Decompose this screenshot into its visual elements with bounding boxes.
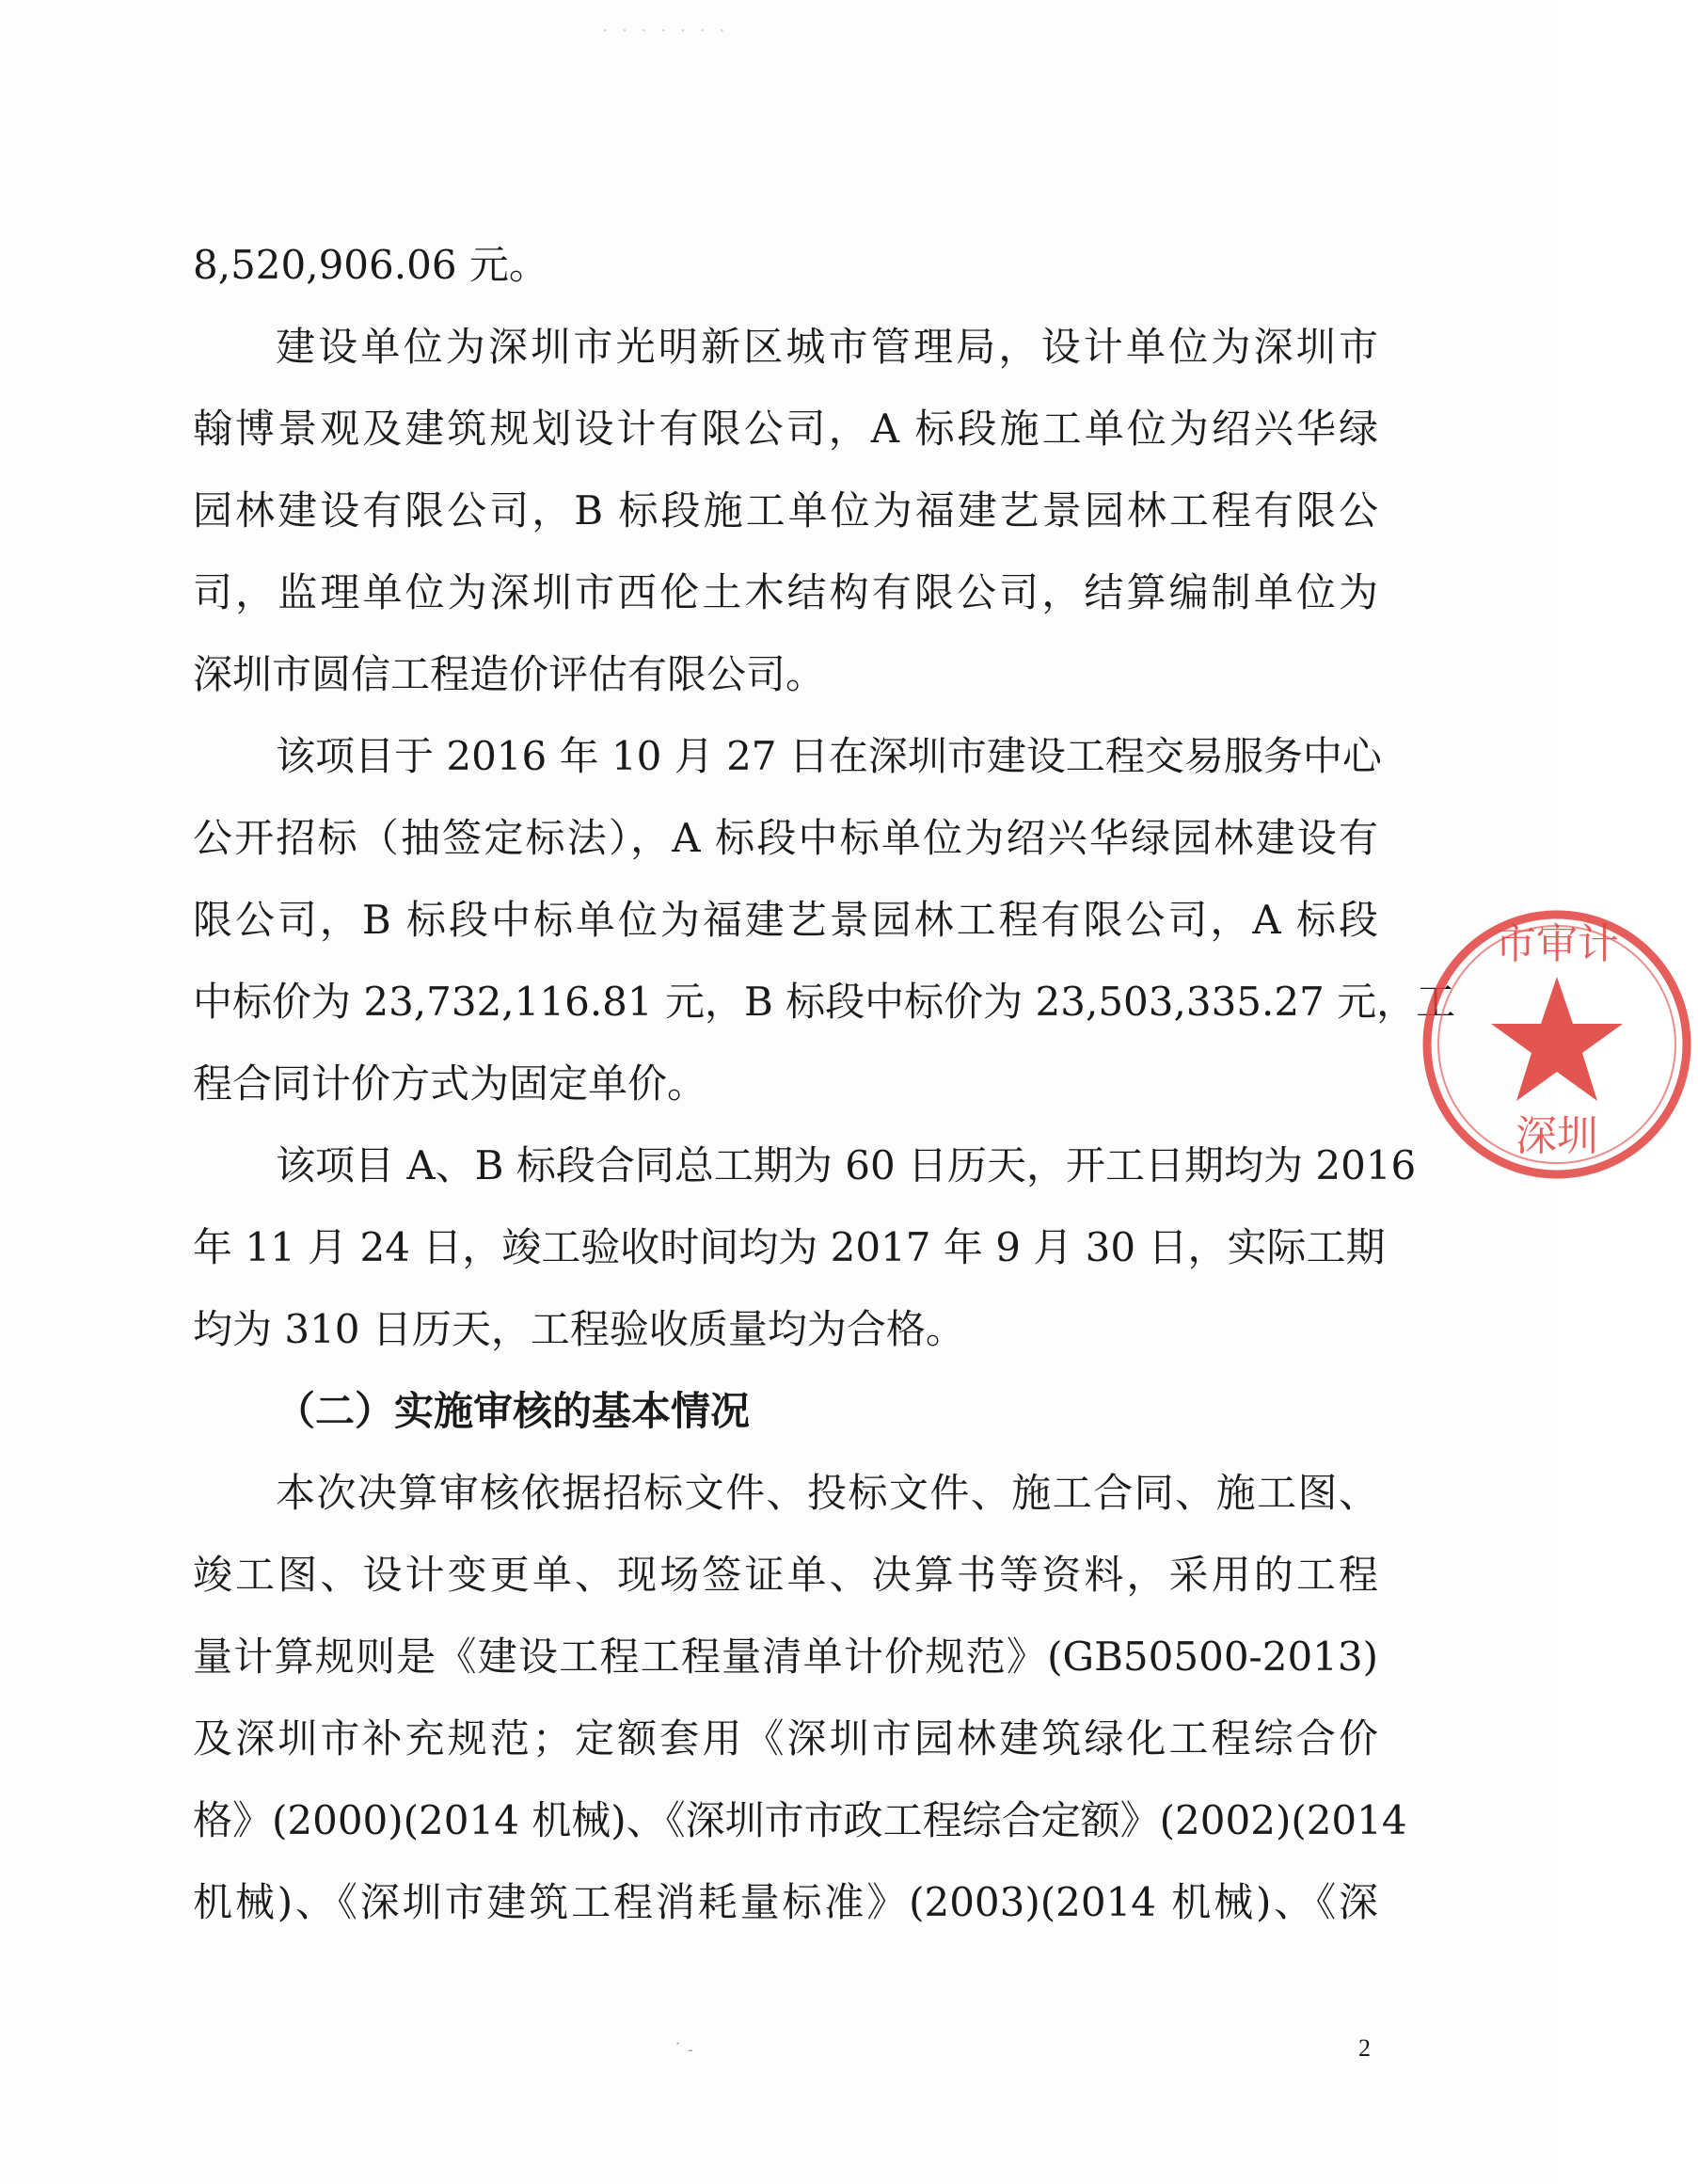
text-line: 司，监理单位为深圳市西伦土木结构有限公司，结算编制单位为	[193, 569, 1378, 615]
text-line: 建设单位为深圳市光明新区城市管理局，设计单位为深圳市	[276, 324, 1378, 370]
document-body	[193, 224, 1456, 1943]
text-line: 公开招标（抽签定标法），A 标段中标单位为绍兴华绿园林建设有	[193, 815, 1378, 861]
text-line: 中标价为 23,732,116.81 元，B 标段中标价为 23,503,335.27 元，工	[193, 979, 1456, 1025]
text-line: 竣工图、设计变更单、现场签证单、决算书等资料，采用的工程	[193, 1552, 1378, 1598]
text-line: 机械)、《深圳市建筑工程消耗量标准》(2003)(2014 机械)、《深	[193, 1879, 1378, 1925]
text-line: 8,520,906.06 元。	[193, 242, 548, 288]
svg-text:市审计: 市审计	[1495, 920, 1619, 968]
svg-text:深圳: 深圳	[1516, 1112, 1598, 1160]
text-line: 本次决算审核依据招标文件、投标文件、施工合同、施工图、	[276, 1470, 1378, 1516]
text-line: 限公司，B 标段中标单位为福建艺景园林工程有限公司，A 标段	[193, 897, 1378, 943]
scan-artifact: · · · · · · ·	[602, 19, 729, 41]
section-heading: （二）实施审核的基本情况	[276, 1388, 751, 1434]
seal-star-icon	[1491, 977, 1623, 1101]
official-seal	[1416, 903, 1698, 1186]
text-line: 年 11 月 24 日，竣工验收时间均为 2017 年 9 月 30 日，实际工期	[193, 1224, 1386, 1270]
text-line: 园林建设有限公司，B 标段施工单位为福建艺景园林工程有限公	[193, 487, 1378, 534]
text-line: 该项目于 2016 年 10 月 27 日在深圳市建设工程交易服务中心	[276, 733, 1382, 779]
text-line: 该项目 A、B 标段合同总工期为 60 日历天，开工日期均为 2016	[276, 1142, 1417, 1188]
page-number: 2	[1358, 2034, 1371, 2062]
scan-artifact: ˙ -	[674, 2040, 693, 2060]
text-line: 翰博景观及建筑规划设计有限公司，A 标段施工单位为绍兴华绿	[193, 406, 1378, 452]
text-line: 量计算规则是《建设工程工程量清单计价规范》(GB50500-2013)	[193, 1634, 1378, 1680]
text-line: 格》(2000)(2014 机械)、《深圳市市政工程综合定额》(2002)(2014	[193, 1797, 1407, 1843]
text-line: 及深圳市补充规范；定额套用《深圳市园林建筑绿化工程综合价	[193, 1715, 1378, 1762]
text-line: 深圳市圆信工程造价评估有限公司。	[193, 651, 826, 697]
text-line: 程合同计价方式为固定单价。	[193, 1060, 707, 1107]
text-line: 均为 310 日历天，工程验收质量均为合格。	[193, 1306, 965, 1352]
